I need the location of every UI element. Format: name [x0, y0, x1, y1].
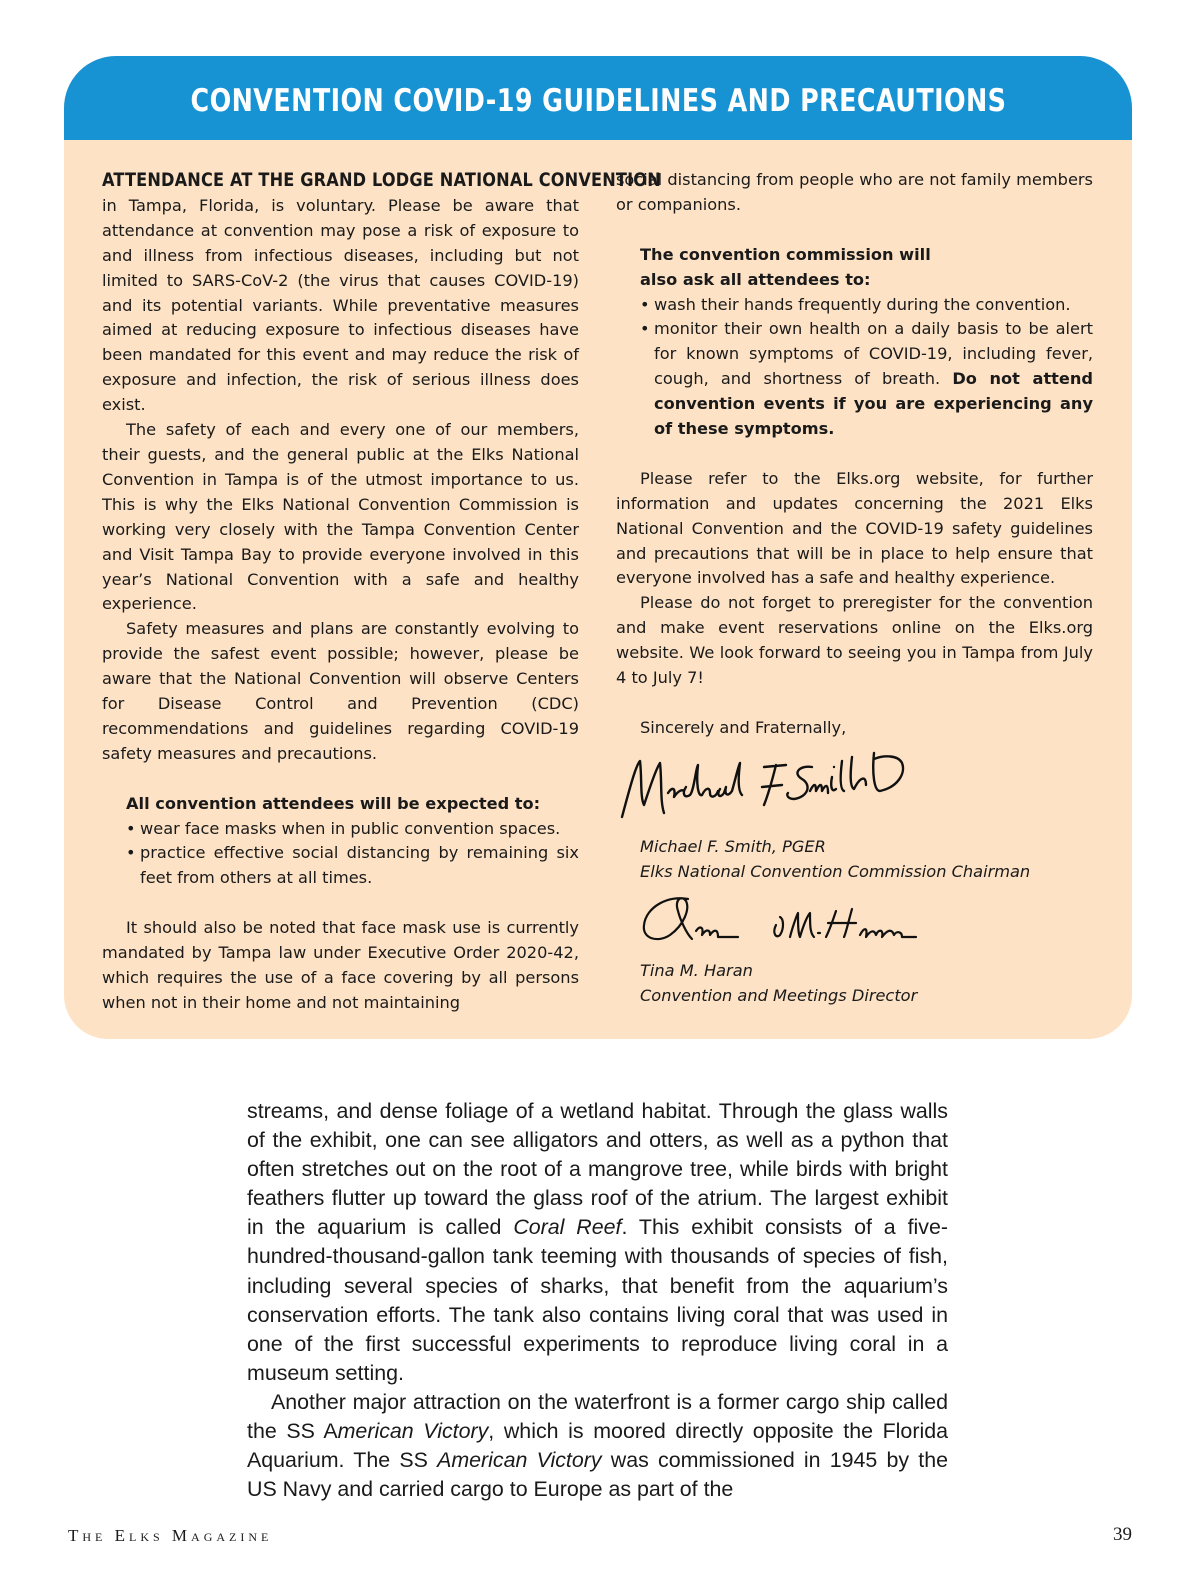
signature-haran-icon: [640, 885, 1093, 959]
right-column: [616, 168, 1093, 1008]
signer-1-name: Michael F. Smith, PGER: [640, 836, 826, 856]
article-p2-em1: merican Victory: [337, 1419, 489, 1444]
page-number: 39: [1113, 1524, 1132, 1545]
left-paragraph-1: [102, 168, 661, 418]
bullet-bold-text: Do not attend convention events if you are experiencing any of these symptoms.: [654, 369, 1094, 439]
signature-block-2: [616, 885, 1093, 1009]
signature-block-1: [616, 741, 1093, 885]
signer-2-role: Convention and Meetings Director: [640, 985, 918, 1005]
magazine-name-text: The Elks Magazine: [68, 1526, 273, 1545]
signer-2-name: Tina M. Haran: [640, 960, 753, 980]
article-p1-a: streams, and dense foliage of a wetland habitat. Through the glass walls of the exhibit, one can see alligators and otters, as well as a python that often stretches out on the root of a mangrove tree, while birds with bright feathers flutter up toward the glass roof of the atrium. The largest exhibit in the aquarium is called: [247, 1099, 948, 1240]
commission-list-heading-1: The convention commission will: [640, 244, 931, 264]
list-item: [640, 317, 1093, 442]
bullet-plain-text: monitor their own health on a daily basis to be alert for known symptoms of COVID-19, including fever, cough, and shortness of breath.: [654, 319, 1093, 389]
article-paragraph-1: [247, 1097, 948, 1388]
right-paragraph-3: Please do not forget to preregister for the convention and make event reservations online on the Elks.org website. We look forward to seeing you in Tampa from July 4 to July 7!: [616, 593, 1093, 688]
right-paragraph-1: social distancing from people who are not family members or companions.: [616, 170, 1093, 214]
article-body: [247, 1097, 948, 1504]
commission-bullets: [616, 293, 1093, 442]
attendee-bullets: [102, 817, 579, 892]
article-p1-b: . This exhibit consists of a five-hundred-thousand-gallon tank teeming with thousands of species of fish, including several species of sharks, that benefit from the aquarium’s conservation efforts. The tank also contains living coral that was used in one of the first successful experiments to reproduce living coral in a museum setting.: [247, 1215, 948, 1385]
box-title: CONVENTION COVID-19 GUIDELINES AND PRECAUTIONS: [190, 83, 1006, 119]
list-item: • practice effective social distancing by remaining six feet from others at all times.: [126, 841, 579, 891]
signature-smith-icon: [640, 741, 1093, 835]
attendee-list-heading: All convention attendees will be expected to:: [126, 793, 541, 813]
left-paragraph-3: Safety measures and plans are constantly evolving to provide the safest event possible; however, please be aware that the National Convention will observe Centers for Disease Control and Prevention (CDC) recommendations and guidelines regarding COVID-19 safety measures and precautions.: [102, 619, 579, 763]
left-paragraph-2: The safety of each and every one of our members, their guests, and the general public at the Elks National Convention in Tampa is of the utmost importance to us. This is why the Elks National Convention Commission is working very closely with the Tampa Convention Center and Visit Tampa Bay to provide everyone involved in this year’s National Convention with a safe and healthy experience.: [102, 420, 579, 614]
right-paragraph-2: Please refer to the Elks.org website, for further information and updates concerning the 2021 Elks National Convention and the COVID-19 safety guidelines and precautions that will be in place to help ensure that everyone involved has a safe and healthy experience.: [616, 468, 1093, 588]
commission-list-heading-2: also ask all attendees to:: [640, 269, 871, 289]
article-p2-em2: American Victory: [437, 1448, 602, 1473]
left-paragraph-4: It should also be noted that face mask use is currently mandated by Tampa law under Executive Order 2020-42, which requires the use of a face covering by all persons when not in their home and not maintaining: [102, 918, 579, 1012]
box-header: [64, 56, 1132, 140]
article-p2-c: was commissioned in 1945 by the US Navy and carried cargo to Europe as part of the: [247, 1448, 949, 1502]
article-p2-b: , which is moored directly opposite the Florida Aquarium. The SS: [247, 1419, 948, 1473]
magazine-name: [68, 1526, 272, 1546]
covid-guidelines-box: [64, 56, 1132, 1039]
left-p1-text: in Tampa, Florida, is voluntary. Please be aware that attendance at convention may pose a risk of exposure to and illness from infectious diseases, including but not limited to SARS-CoV-2 (the virus that causes COVID-19) and its potential variants. While preventative measures aimed at reducing exposure to infectious diseases have been mandated for this event and may reduce the risk of exposure and infection, the risk of serious illness does exist.: [102, 195, 579, 415]
left-column: [102, 168, 661, 1016]
article-paragraph-2: [247, 1388, 948, 1504]
article-p2-a: Another major attraction on the waterfront is a former cargo ship called the SS A: [247, 1389, 948, 1444]
signer-1-role: Elks National Convention Commission Chairman: [640, 861, 1031, 881]
closing-line: Sincerely and Fraternally,: [640, 717, 847, 737]
lead-heading: ATTENDANCE AT THE GRAND LODGE NATIONAL CONVENTION: [102, 169, 661, 191]
list-item: • wash their hands frequently during the convention.: [640, 293, 1093, 318]
article-p1-em: Coral Reef: [513, 1215, 622, 1240]
list-item: • wear face masks when in public convention spaces.: [126, 817, 579, 842]
